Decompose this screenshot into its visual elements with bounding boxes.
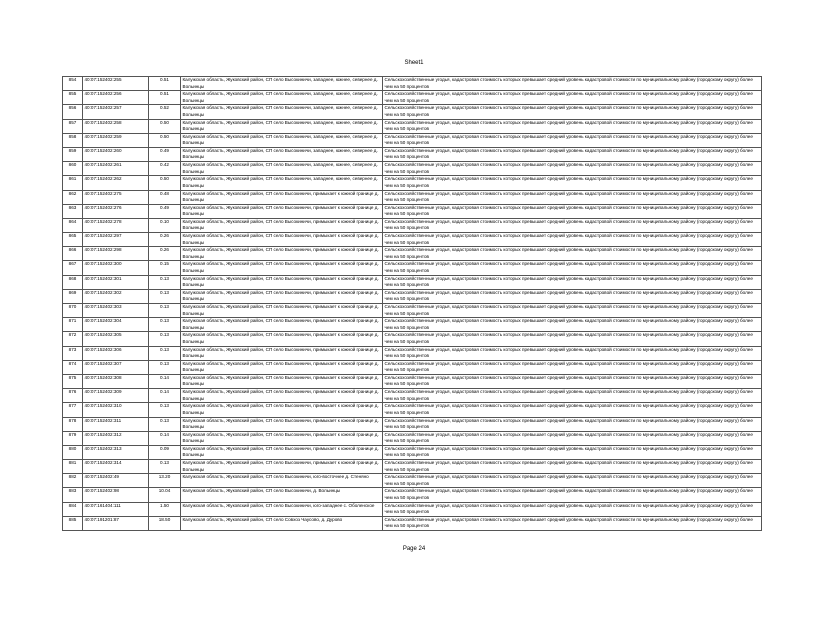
- cadastral-number-cell: 40:07:152402:312: [83, 431, 149, 445]
- category-description-cell: Сельскохозяйственные угодья, кадастровая стоимость которых превышает средний уровень кадастровой стоимости по муниципальному району (городскому округу) более чем на 50 процентов: [383, 417, 762, 431]
- area-cell: 10.04: [149, 488, 181, 502]
- parcels-table: [62, 76, 762, 531]
- cadastral-number-cell: 40:07:152402:301: [83, 275, 149, 289]
- row-number-cell: 857: [63, 119, 83, 133]
- address-cell: Калужская область, Жуковский район, СП село Высокиничи, западнее, южнее, севернее д. Вольинцы: [181, 133, 383, 147]
- area-cell: 0.42: [149, 162, 181, 176]
- category-description-cell: Сельскохозяйственные угодья, кадастровая стоимость которых превышает средний уровень кадастровой стоимости по муниципальному району (городскому округу) более чем на 50 процентов: [383, 105, 762, 119]
- table-row: [63, 403, 762, 417]
- area-cell: 0.13: [149, 417, 181, 431]
- category-description-cell: Сельскохозяйственные угодья, кадастровая стоимость которых превышает средний уровень кадастровой стоимости по муниципальному району (городскому округу) более чем на 50 процентов: [383, 304, 762, 318]
- address-cell: Калужская область, Жуковский район, СП село Высокиничи, примыкает к южной границе д. Вольинцы: [181, 389, 383, 403]
- table-row: [63, 162, 762, 176]
- area-cell: 0.14: [149, 431, 181, 445]
- address-cell: Калужская область, Жуковский район, СП село Высокиничи, примыкает к южной границе д. Вольинцы: [181, 204, 383, 218]
- area-cell: 0.14: [149, 389, 181, 403]
- table-row: [63, 332, 762, 346]
- row-number-cell: 855: [63, 91, 83, 105]
- table-row: [63, 445, 762, 459]
- table-row: [63, 502, 762, 516]
- row-number-cell: 873: [63, 346, 83, 360]
- row-number-cell: 865: [63, 233, 83, 247]
- row-number-cell: 882: [63, 474, 83, 488]
- table-row: [63, 431, 762, 445]
- address-cell: Калужская область, Жуковский район, СП село Высокиничи, западнее, южнее, севернее д. Вольинцы: [181, 147, 383, 161]
- area-cell: 0.26: [149, 233, 181, 247]
- address-cell: Калужская область, Жуковский район, СП село Высокиничи, примыкает к южной границе д. Вольинцы: [181, 318, 383, 332]
- category-description-cell: Сельскохозяйственные угодья, кадастровая стоимость которых превышает средний уровень кадастровой стоимости по муниципальному району (городскому округу) более чем на 50 процентов: [383, 176, 762, 190]
- category-description-cell: Сельскохозяйственные угодья, кадастровая стоимость которых превышает средний уровень кадастровой стоимости по муниципальному району (городскому округу) более чем на 50 процентов: [383, 474, 762, 488]
- row-number-cell: 862: [63, 190, 83, 204]
- cadastral-number-cell: 40:07:152402:306: [83, 346, 149, 360]
- area-cell: 0.13: [149, 332, 181, 346]
- row-number-cell: 877: [63, 403, 83, 417]
- table-row: [63, 275, 762, 289]
- category-description-cell: Сельскохозяйственные угодья, кадастровая стоимость которых превышает средний уровень кадастровой стоимости по муниципальному району (городскому округу) более чем на 50 процентов: [383, 233, 762, 247]
- area-cell: 0.13: [149, 360, 181, 374]
- row-number-cell: 854: [63, 77, 83, 91]
- row-number-cell: 867: [63, 261, 83, 275]
- category-description-cell: Сельскохозяйственные угодья, кадастровая стоимость которых превышает средний уровень кадастровой стоимости по муниципальному району (городскому округу) более чем на 50 процентов: [383, 374, 762, 388]
- row-number-cell: 876: [63, 389, 83, 403]
- cadastral-number-cell: 40:07:152402:307: [83, 360, 149, 374]
- table-row: [63, 516, 762, 530]
- area-cell: 0.52: [149, 105, 181, 119]
- area-cell: 0.50: [149, 119, 181, 133]
- area-cell: 1.50: [149, 502, 181, 516]
- table-row: [63, 417, 762, 431]
- category-description-cell: Сельскохозяйственные угодья, кадастровая стоимость которых превышает средний уровень кадастровой стоимости по муниципальному району (городскому округу) более чем на 50 процентов: [383, 247, 762, 261]
- cadastral-number-cell: 40:07:152402:98: [83, 488, 149, 502]
- row-number-cell: 858: [63, 133, 83, 147]
- area-cell: 0.49: [149, 204, 181, 218]
- cadastral-number-cell: 40:07:152402:298: [83, 247, 149, 261]
- area-cell: 0.51: [149, 91, 181, 105]
- category-description-cell: Сельскохозяйственные угодья, кадастровая стоимость которых превышает средний уровень кадастровой стоимости по муниципальному району (городскому округу) более чем на 50 процентов: [383, 147, 762, 161]
- category-description-cell: Сельскохозяйственные угодья, кадастровая стоимость которых превышает средний уровень кадастровой стоимости по муниципальному району (городскому округу) более чем на 50 процентов: [383, 162, 762, 176]
- area-cell: 0.09: [149, 445, 181, 459]
- cadastral-number-cell: 40:07:152402:258: [83, 119, 149, 133]
- cadastral-number-cell: 40:07:152402:49: [83, 474, 149, 488]
- row-number-cell: 861: [63, 176, 83, 190]
- cadastral-number-cell: 40:07:152402:308: [83, 374, 149, 388]
- row-number-cell: 879: [63, 431, 83, 445]
- address-cell: Калужская область, Жуковский район, СП село Высокиничи, примыкает к южной границе д. Вольинцы: [181, 247, 383, 261]
- category-description-cell: Сельскохозяйственные угодья, кадастровая стоимость которых превышает средний уровень кадастровой стоимости по муниципальному району (городскому округу) более чем на 50 процентов: [383, 502, 762, 516]
- area-cell: 0.13: [149, 403, 181, 417]
- category-description-cell: Сельскохозяйственные угодья, кадастровая стоимость которых превышает средний уровень кадастровой стоимости по муниципальному району (городскому округу) более чем на 50 процентов: [383, 389, 762, 403]
- cadastral-number-cell: 40:07:152402:309: [83, 389, 149, 403]
- area-cell: 0.26: [149, 247, 181, 261]
- address-cell: Калужская область, Жуковский район, СП село Высокиничи, примыкает к южной границе д. Вольинцы: [181, 233, 383, 247]
- address-cell: Калужская область, Жуковский район, СП село Высокиничи, западнее, южнее, севернее д. Вольинцы: [181, 176, 383, 190]
- cadastral-number-cell: 40:07:152402:259: [83, 133, 149, 147]
- address-cell: Калужская область, Жуковский район, СП село Высокиничи, примыкает к южной границе д. Вольинцы: [181, 218, 383, 232]
- category-description-cell: Сельскохозяйственные угодья, кадастровая стоимость которых превышает средний уровень кадастровой стоимости по муниципальному району (городскому округу) более чем на 50 процентов: [383, 133, 762, 147]
- table-row: [63, 119, 762, 133]
- address-cell: Калужская область, Жуковский район, СП село Высокиничи, примыкает к южной границе д. Вольинцы: [181, 431, 383, 445]
- table-row: [63, 218, 762, 232]
- area-cell: 0.50: [149, 133, 181, 147]
- address-cell: Калужская область, Жуковский район, СП село Высокиничи, примыкает к южной границе д. Вольинцы: [181, 460, 383, 474]
- cadastral-number-cell: 40:07:191201:87: [83, 516, 149, 530]
- cadastral-number-cell: 40:07:152402:255: [83, 77, 149, 91]
- row-number-cell: 863: [63, 204, 83, 218]
- row-number-cell: 878: [63, 417, 83, 431]
- address-cell: Калужская область, Жуковский район, СП село Высокиничи, примыкает к южной границе д. Вольинцы: [181, 289, 383, 303]
- category-description-cell: Сельскохозяйственные угодья, кадастровая стоимость которых превышает средний уровень кадастровой стоимости по муниципальному району (городскому округу) более чем на 50 процентов: [383, 431, 762, 445]
- table-row: [63, 289, 762, 303]
- category-description-cell: Сельскохозяйственные угодья, кадастровая стоимость которых превышает средний уровень кадастровой стоимости по муниципальному району (городскому округу) более чем на 50 процентов: [383, 488, 762, 502]
- table-row: [63, 304, 762, 318]
- row-number-cell: 875: [63, 374, 83, 388]
- address-cell: Калужская область, Жуковский район, СП село Высокиничи, примыкает к южной границе д. Вольинцы: [181, 374, 383, 388]
- cadastral-number-cell: 40:07:152402:278: [83, 218, 149, 232]
- address-cell: Калужская область, Жуковский район, СП село Высокиничи, примыкает к южной границе д. Вольинцы: [181, 190, 383, 204]
- category-description-cell: Сельскохозяйственные угодья, кадастровая стоимость которых превышает средний уровень кадастровой стоимости по муниципальному району (городскому округу) более чем на 50 процентов: [383, 119, 762, 133]
- address-cell: Калужская область, Жуковский район, СП село Высокиничи, д. Вольинцы: [181, 488, 383, 502]
- category-description-cell: Сельскохозяйственные угодья, кадастровая стоимость которых превышает средний уровень кадастровой стоимости по муниципальному району (городскому округу) более чем на 50 процентов: [383, 204, 762, 218]
- row-number-cell: 869: [63, 289, 83, 303]
- row-number-cell: 872: [63, 332, 83, 346]
- category-description-cell: Сельскохозяйственные угодья, кадастровая стоимость которых превышает средний уровень кадастровой стоимости по муниципальному району (городскому округу) более чем на 50 процентов: [383, 261, 762, 275]
- row-number-cell: 856: [63, 105, 83, 119]
- address-cell: Калужская область, Жуковский район, СП село Высокиничи, примыкает к южной границе д. Вольинцы: [181, 403, 383, 417]
- cadastral-number-cell: 40:07:152402:257: [83, 105, 149, 119]
- row-number-cell: 884: [63, 502, 83, 516]
- cadastral-number-cell: 40:07:152402:275: [83, 190, 149, 204]
- table-row: [63, 204, 762, 218]
- cadastral-number-cell: 40:07:152402:305: [83, 332, 149, 346]
- address-cell: Калужская область, Жуковский район, СП село Высокиничи, юго-западнее с. Оболенское: [181, 502, 383, 516]
- category-description-cell: Сельскохозяйственные угодья, кадастровая стоимость которых превышает средний уровень кадастровой стоимости по муниципальному району (городскому округу) более чем на 50 процентов: [383, 318, 762, 332]
- cadastral-number-cell: 40:07:152402:297: [83, 233, 149, 247]
- address-cell: Калужская область, Жуковский район, СП село Высокиничи, западнее, южнее, севернее д. Вольинцы: [181, 91, 383, 105]
- row-number-cell: 874: [63, 360, 83, 374]
- area-cell: 0.48: [149, 190, 181, 204]
- cadastral-number-cell: 40:07:152402:303: [83, 304, 149, 318]
- address-cell: Калужская область, Жуковский район, СП село Высокиничи, примыкает к южной границе д. Вольинцы: [181, 417, 383, 431]
- area-cell: 0.13: [149, 346, 181, 360]
- table-row: [63, 133, 762, 147]
- category-description-cell: Сельскохозяйственные угодья, кадастровая стоимость которых превышает средний уровень кадастровой стоимости по муниципальному району (городскому округу) более чем на 50 процентов: [383, 445, 762, 459]
- cadastral-number-cell: 40:07:152402:311: [83, 417, 149, 431]
- address-cell: Калужская область, Жуковский район, СП село Высокиничи, примыкает к южной границе д. Вольинцы: [181, 261, 383, 275]
- table-row: [63, 460, 762, 474]
- cadastral-number-cell: 40:07:152402:302: [83, 289, 149, 303]
- table-row: [63, 261, 762, 275]
- category-description-cell: Сельскохозяйственные угодья, кадастровая стоимость которых превышает средний уровень кадастровой стоимости по муниципальному району (городскому округу) более чем на 50 процентов: [383, 218, 762, 232]
- address-cell: Калужская область, Жуковский район, СП село Высокиничи, примыкает к южной границе д. Вольинцы: [181, 332, 383, 346]
- area-cell: 0.13: [149, 289, 181, 303]
- area-cell: 0.13: [149, 275, 181, 289]
- cadastral-number-cell: 40:07:152402:310: [83, 403, 149, 417]
- address-cell: Калужская область, Жуковский район, СП село Высокиничи, примыкает к южной границе д. Вольинцы: [181, 346, 383, 360]
- table-row: [63, 346, 762, 360]
- sheet-title: Sheet1: [404, 60, 424, 66]
- area-cell: 0.49: [149, 147, 181, 161]
- row-number-cell: 864: [63, 218, 83, 232]
- area-cell: 0.50: [149, 176, 181, 190]
- area-cell: 0.10: [149, 218, 181, 232]
- area-cell: 18.50: [149, 516, 181, 530]
- cadastral-number-cell: 40:07:152402:256: [83, 91, 149, 105]
- table-row: [63, 360, 762, 374]
- area-cell: 0.15: [149, 261, 181, 275]
- cadastral-number-cell: 40:07:152402:276: [83, 204, 149, 218]
- address-cell: Калужская область, Жуковский район, СП село Высокиничи, примыкает к южной границе д. Вольинцы: [181, 445, 383, 459]
- address-cell: Калужская область, Жуковский район, СП село Высокиничи, примыкает к южной границе д. Вольинцы: [181, 304, 383, 318]
- area-cell: 0.14: [149, 374, 181, 388]
- row-number-cell: 870: [63, 304, 83, 318]
- area-cell: 13.20: [149, 474, 181, 488]
- cadastral-number-cell: 40:07:152402:304: [83, 318, 149, 332]
- category-description-cell: Сельскохозяйственные угодья, кадастровая стоимость которых превышает средний уровень кадастровой стоимости по муниципальному району (городскому округу) более чем на 50 процентов: [383, 516, 762, 530]
- table-row: [63, 488, 762, 502]
- address-cell: Калужская область, Жуковский район, СП село Высокиничи, примыкает к южной границе д. Вольинцы: [181, 360, 383, 374]
- row-number-cell: 868: [63, 275, 83, 289]
- address-cell: Калужская область, Жуковский район, СП село Высокиничи, западнее, южнее, севернее д. Вольинцы: [181, 119, 383, 133]
- page-number: Page 24: [402, 546, 426, 552]
- cadastral-number-cell: 40:07:152402:313: [83, 445, 149, 459]
- row-number-cell: 860: [63, 162, 83, 176]
- cadastral-number-cell: 40:07:152402:300: [83, 261, 149, 275]
- category-description-cell: Сельскохозяйственные угодья, кадастровая стоимость которых превышает средний уровень кадастровой стоимости по муниципальному району (городскому округу) более чем на 50 процентов: [383, 460, 762, 474]
- category-description-cell: Сельскохозяйственные угодья, кадастровая стоимость которых превышает средний уровень кадастровой стоимости по муниципальному району (городскому округу) более чем на 50 процентов: [383, 289, 762, 303]
- area-cell: 0.13: [149, 318, 181, 332]
- cadastral-number-cell: 40:07:152402:260: [83, 147, 149, 161]
- table-row: [63, 176, 762, 190]
- category-description-cell: Сельскохозяйственные угодья, кадастровая стоимость которых превышает средний уровень кадастровой стоимости по муниципальному району (городскому округу) более чем на 50 процентов: [383, 77, 762, 91]
- cadastral-number-cell: 40:07:161404:111: [83, 502, 149, 516]
- address-cell: Калужская область, Жуковский район, СП село Высокиничи, западнее, южнее, севернее д. Вольинцы: [181, 162, 383, 176]
- category-description-cell: Сельскохозяйственные угодья, кадастровая стоимость которых превышает средний уровень кадастровой стоимости по муниципальному району (городскому округу) более чем на 50 процентов: [383, 360, 762, 374]
- row-number-cell: 883: [63, 488, 83, 502]
- category-description-cell: Сельскохозяйственные угодья, кадастровая стоимость которых превышает средний уровень кадастровой стоимости по муниципальному району (городскому округу) более чем на 50 процентов: [383, 346, 762, 360]
- cadastral-number-cell: 40:07:152402:314: [83, 460, 149, 474]
- address-cell: Калужская область, Жуковский район, СП село Высокиничи, западнее, южнее, севернее д. Вольинцы: [181, 105, 383, 119]
- category-description-cell: Сельскохозяйственные угодья, кадастровая стоимость которых превышает средний уровень кадастровой стоимости по муниципальному району (городскому округу) более чем на 50 процентов: [383, 332, 762, 346]
- table-row: [63, 247, 762, 261]
- row-number-cell: 859: [63, 147, 83, 161]
- category-description-cell: Сельскохозяйственные угодья, кадастровая стоимость которых превышает средний уровень кадастровой стоимости по муниципальному району (городскому округу) более чем на 50 процентов: [383, 91, 762, 105]
- address-cell: Калужская область, Жуковский район, СП село Высокиничи, юго-восточнее д. Стеняно: [181, 474, 383, 488]
- table-row: [63, 91, 762, 105]
- row-number-cell: 881: [63, 460, 83, 474]
- table-row: [63, 318, 762, 332]
- table-row: [63, 77, 762, 91]
- area-cell: 0.13: [149, 460, 181, 474]
- area-cell: 0.13: [149, 304, 181, 318]
- category-description-cell: Сельскохозяйственные угодья, кадастровая стоимость которых превышает средний уровень кадастровой стоимости по муниципальному району (городскому округу) более чем на 50 процентов: [383, 190, 762, 204]
- cadastral-number-cell: 40:07:152402:261: [83, 162, 149, 176]
- category-description-cell: Сельскохозяйственные угодья, кадастровая стоимость которых превышает средний уровень кадастровой стоимости по муниципальному району (городскому округу) более чем на 50 процентов: [383, 403, 762, 417]
- address-cell: Калужская область, Жуковский район, СП село Высокиничи, западнее, южнее, севернее д. Вольинцы: [181, 77, 383, 91]
- address-cell: Калужская область, Жуковский район, СП село Совхоз Чаусово, д. Дурово: [181, 516, 383, 530]
- table-row: [63, 474, 762, 488]
- area-cell: 0.51: [149, 77, 181, 91]
- address-cell: Калужская область, Жуковский район, СП село Высокиничи, примыкает к южной границе д. Вольинцы: [181, 275, 383, 289]
- table-row: [63, 190, 762, 204]
- table-row: [63, 233, 762, 247]
- cadastral-number-cell: 40:07:152402:262: [83, 176, 149, 190]
- row-number-cell: 866: [63, 247, 83, 261]
- row-number-cell: 885: [63, 516, 83, 530]
- category-description-cell: Сельскохозяйственные угодья, кадастровая стоимость которых превышает средний уровень кадастровой стоимости по муниципальному району (городскому округу) более чем на 50 процентов: [383, 275, 762, 289]
- table-row: [63, 374, 762, 388]
- row-number-cell: 871: [63, 318, 83, 332]
- table-row: [63, 147, 762, 161]
- row-number-cell: 880: [63, 445, 83, 459]
- table-row: [63, 389, 762, 403]
- table-row: [63, 105, 762, 119]
